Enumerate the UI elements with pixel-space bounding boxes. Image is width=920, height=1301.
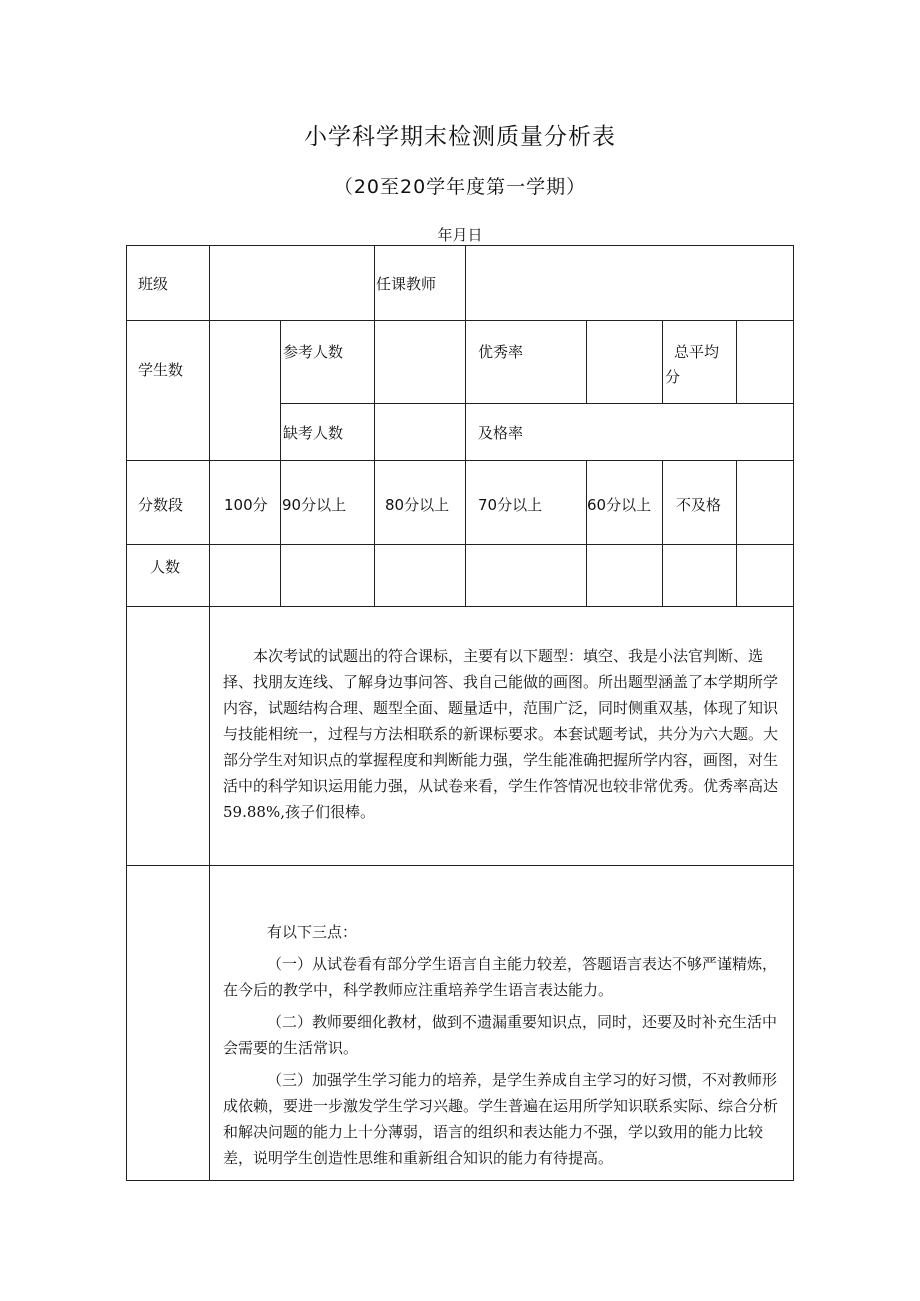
label-score-band: 分数段 xyxy=(138,496,184,514)
analysis-text: 本次考试的试题出的符合课标，主要有以下题型：填空、我是小法官判断、选择、找朋友连线、了解身边事问答、我自己能做的画图。所出题型涵盖了本学期所学内容，试题结构合理、题型全面、题量适中，范围广泛，同时侧重双基，体现了知识与技能相统一，过程与方法相联系的新课标要求。本套试题考试，共分为六大题。大部分学生对知识点的掌握程度和判断能力强，学生能准确把握所学内容，画图，对生活中的科学知识运用能力强，从试卷来看，学生作答情况也较非常优秀。优秀率高达59.88%,孩子们很棒。 xyxy=(223,647,779,821)
label-excellence-rate: 优秀率 xyxy=(478,343,524,361)
rule xyxy=(662,320,663,403)
rule xyxy=(374,245,375,320)
score-band-90: 90分以上 xyxy=(282,496,347,514)
label-teacher: 任课教师 xyxy=(376,275,437,293)
analysis-paragraph xyxy=(223,643,781,825)
score-band-80: 80分以上 xyxy=(385,496,450,514)
suggestion-item-1: （一）从试卷看有部分学生语言自主能力较差，答题语言表达不够严谨精炼，在今后的教学中，科学教师应注重培养学生语言表达能力。 xyxy=(223,955,778,999)
rule xyxy=(126,544,794,545)
rule xyxy=(465,320,466,606)
suggestion-item-2: （二）教师要细化教材，做到不遗漏重要知识点，同时，还要及时补充生活中会需要的生活常识。 xyxy=(223,1013,778,1057)
rule xyxy=(280,403,794,404)
rule xyxy=(586,460,587,606)
label-count: 人数 xyxy=(150,558,181,576)
rule xyxy=(465,245,466,320)
rule xyxy=(280,320,281,606)
rule xyxy=(126,1180,794,1181)
rule xyxy=(586,320,587,403)
rule xyxy=(126,460,794,461)
page-title: 小学科学期末检测质量分析表 xyxy=(304,124,616,150)
rule xyxy=(126,865,794,866)
label-average-line2: 分 xyxy=(665,368,681,386)
academic-term: （20至20学年度第一学期） xyxy=(333,176,587,198)
label-class: 班级 xyxy=(138,275,169,293)
rule xyxy=(793,245,794,1181)
score-band-60: 60分以上 xyxy=(587,496,652,514)
rule xyxy=(209,245,210,1181)
rule xyxy=(126,245,127,1181)
suggestions-intro: 有以下三点： xyxy=(267,923,358,941)
score-band-fail: 不及格 xyxy=(676,496,722,514)
date-line: 年月日 xyxy=(437,226,483,244)
rule xyxy=(126,320,794,321)
rule xyxy=(126,606,794,607)
label-pass-rate: 及格率 xyxy=(478,424,524,442)
label-exam-count: 参考人数 xyxy=(283,343,344,361)
analysis-table xyxy=(126,245,794,1181)
suggestions-block xyxy=(223,919,791,1171)
label-absent-count: 缺考人数 xyxy=(283,424,344,442)
label-average-line1: 总平均 xyxy=(674,343,720,361)
rule xyxy=(662,460,663,606)
rule xyxy=(736,460,737,606)
label-students: 学生数 xyxy=(138,361,184,379)
rule xyxy=(126,245,794,246)
suggestion-item-3: （三）加强学生学习能力的培养，是学生养成自主学习的好习惯，不对教师形成依赖，要进一步激发学生学习兴趣。学生普遍在运用所学知识联系实际、综合分析和解决问题的能力上十分薄弱，语言的组织和表达能力不强，学以致用的能力比较差，说明学生创造性思维和重新组合知识的能力有待提高。 xyxy=(223,1071,779,1167)
score-band-70: 70分以上 xyxy=(478,496,543,514)
rule xyxy=(736,320,737,403)
score-band-100: 100分 xyxy=(224,496,268,514)
rule xyxy=(374,320,375,606)
